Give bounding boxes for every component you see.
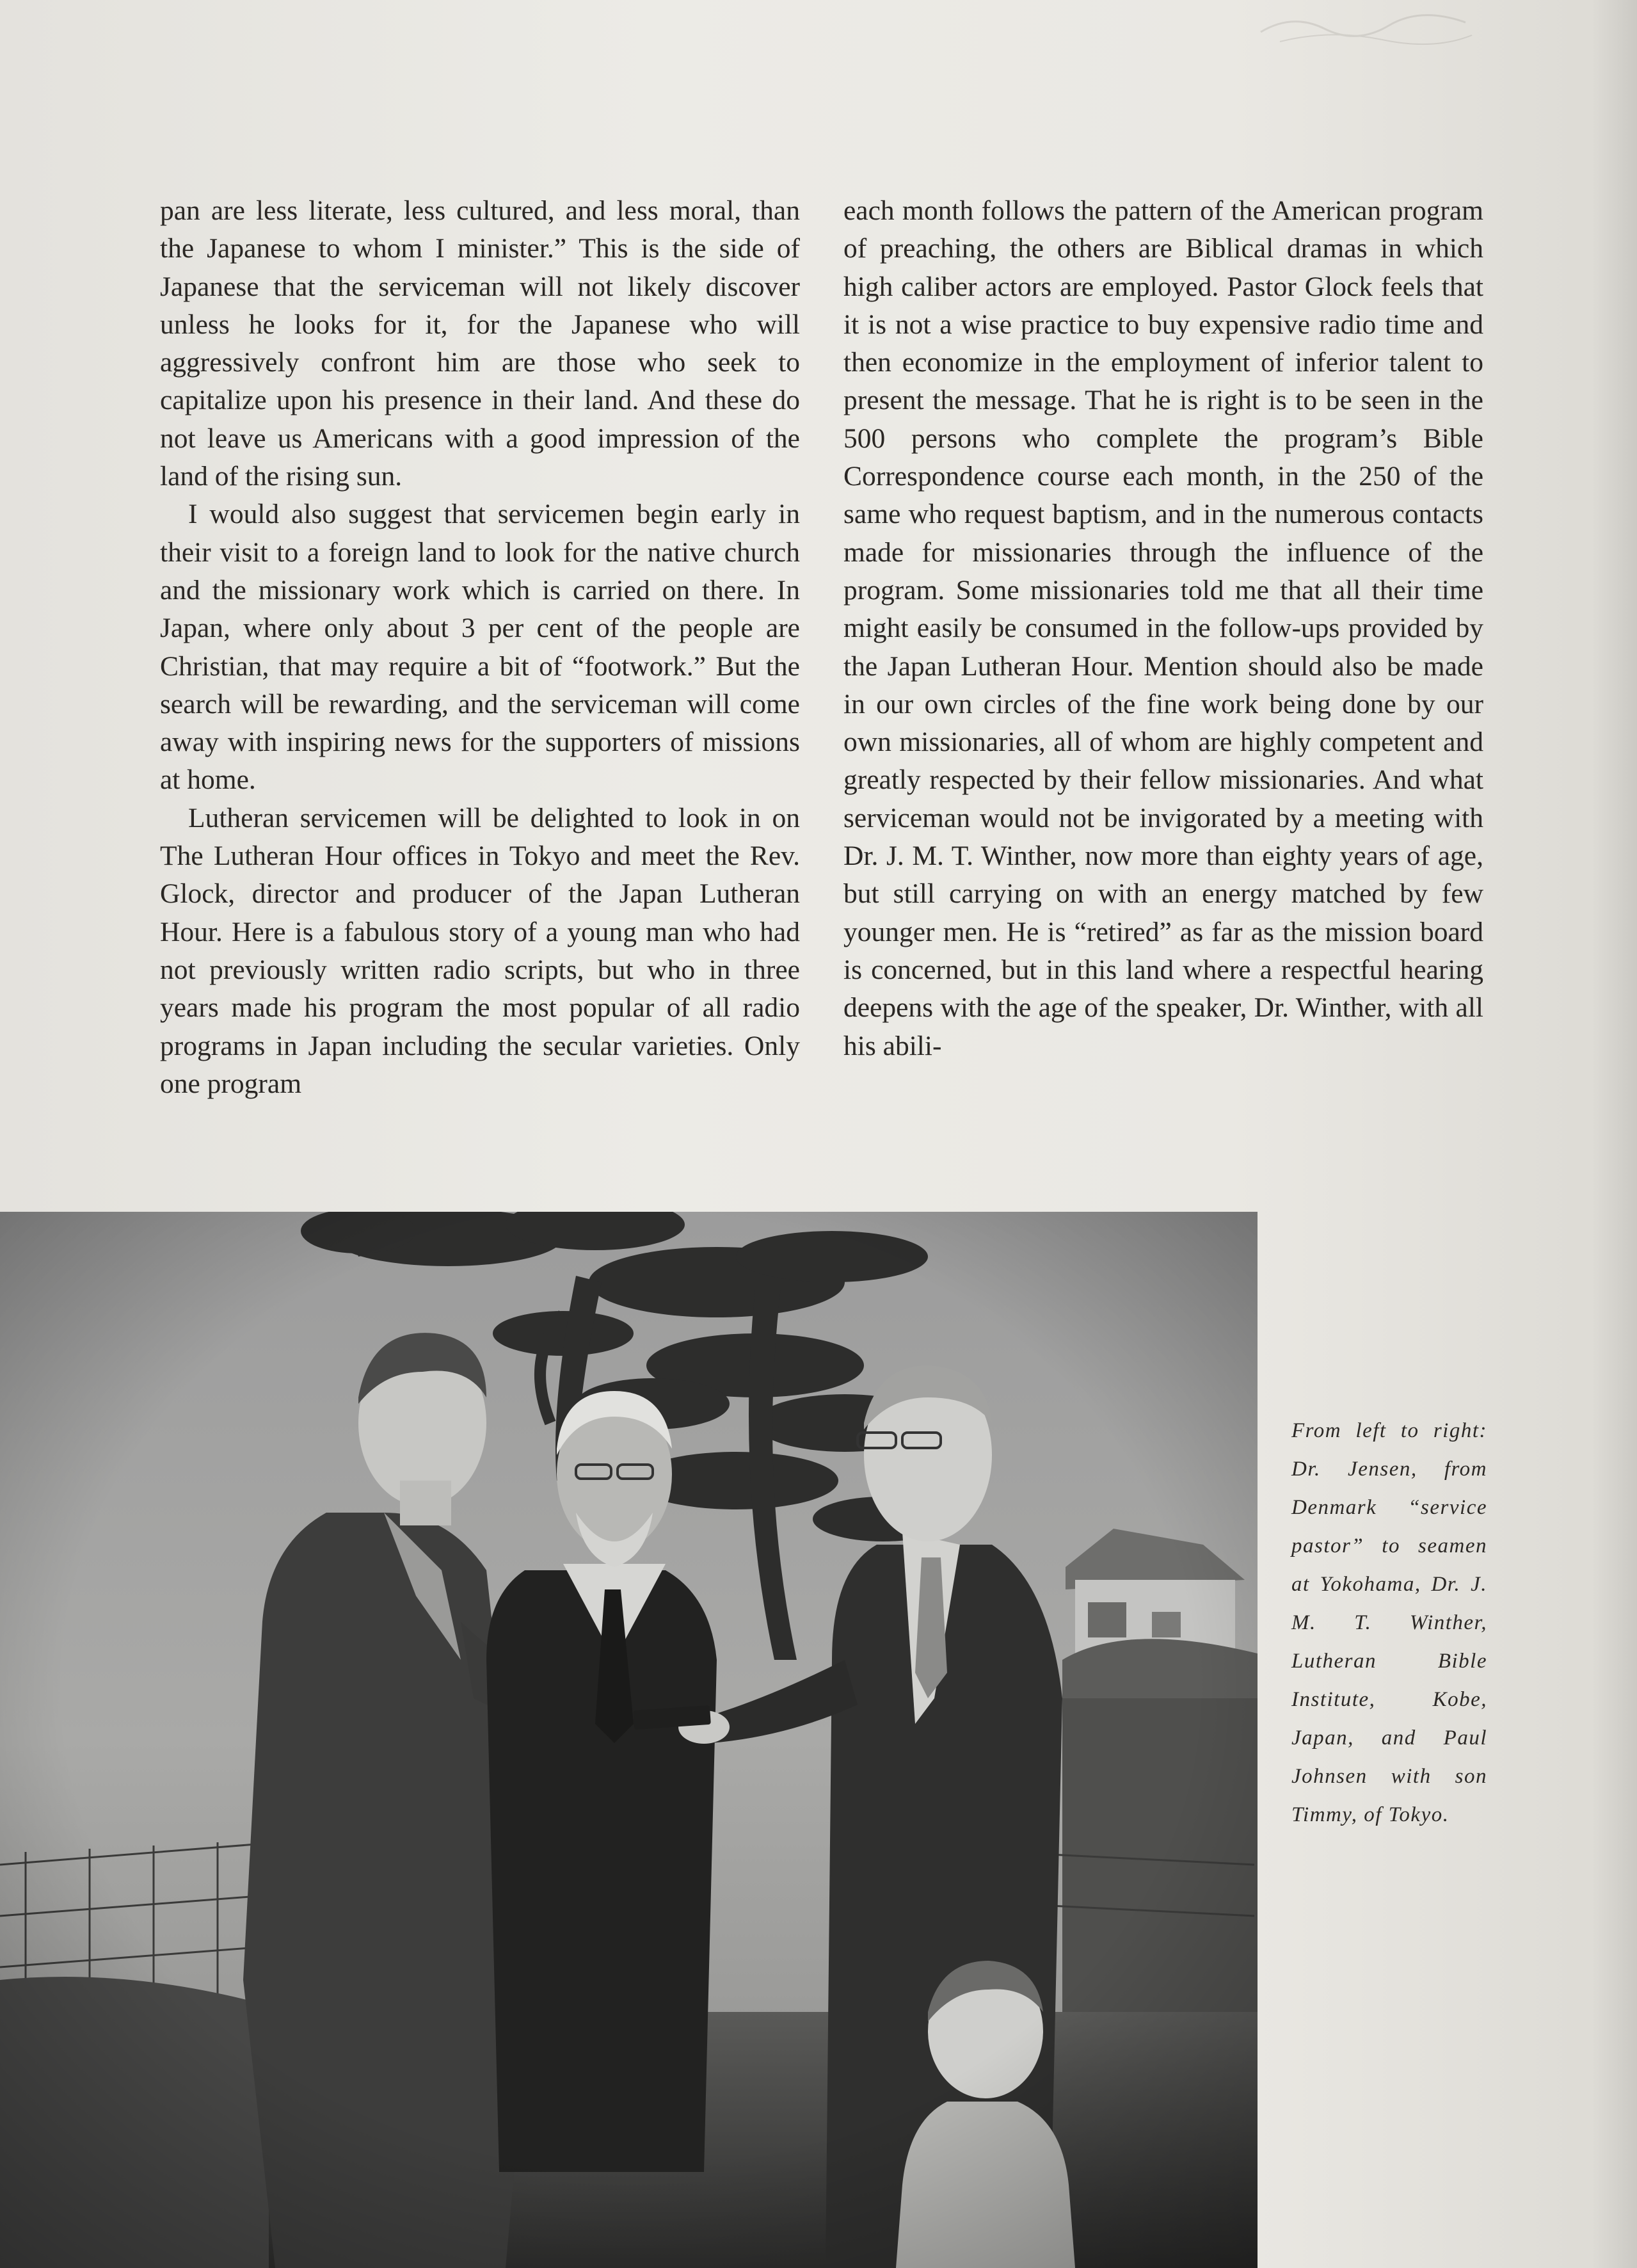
photo-caption: From left to right: Dr. Jensen, from Denmark “service pastor” to seamen at Yokohama, Dr. J. M. T. Winther, Lutheran Bible Institute, Kobe, Japan, and Paul Johnsen with son Timmy, of Tokyo.: [1291, 1419, 1487, 1826]
group-photograph: [0, 1212, 1258, 2268]
left-paragraph-2: I would also suggest that servicemen begin early in their visit to a foreign land to look for the native church and the missionary work which is carried on there. In Japan, where only about 3 per cent of the people are Christian, that may require a bit of “footwork.” But the search will be rewarding, and the serviceman will come away with inspiring news for the supporters of missions at home.: [160, 499, 800, 796]
right-text-column: [843, 192, 1483, 1065]
faint-pencil-mark: [1254, 6, 1485, 51]
right-paragraph-1: each month follows the pattern of the American program of preaching, the others are Biblical dramas in which high caliber actors are employed. Pastor Glock feels that it is not a wise practice to buy expensive radio time and then economize in the employment of inferior talent to present the message. That he is right is to be seen in the 500 persons who complete the program’s Bible Correspondence course each month, in the 250 of the same who request baptism, and in the numerous contacts made for missionaries through the influence of the program. Some missionaries told me that all their time might easily be consumed in the follow-ups provided by the Japan Lutheran Hour. Mention should also be made in our own circles of the fine work being done by our own missionaries, all of whom are highly competent and greatly respected by their fellow missionaries. And what serviceman would not be invigorated by a meeting with Dr. J. M. T. Winther, now more than eighty years of age, but still carrying on with an energy matched by few younger men. He is “retired” as far as the mission board is concerned, but in this land where a respectful hearing deepens with the age of the speaker, Dr. Winther, with all his abili-: [843, 195, 1483, 1061]
left-text-column: [160, 192, 800, 1103]
page-edge-shadow: [1592, 0, 1637, 2268]
left-paragraph-3: Lutheran servicemen will be delighted to look in on The Lutheran Hour offices in Tokyo and meet the Rev. Glock, director and producer of the Japan Lutheran Hour. Here is a fabulous story of a young man who had not previously written radio scripts, but who in three years made his program the most popular of all radio programs in Japan including the secular varieties. Only one program: [160, 802, 800, 1099]
left-paragraph-1: pan are less literate, less cultured, and less moral, than the Japanese to whom I minister.” This is the side of Japanese that the serviceman will not likely discover unless he looks for it, for the Japanese who will aggressively confront him are those who seek to capitalize upon his presence in their land. And these do not leave us Americans with a good impression of the land of the rising sun.: [160, 195, 800, 492]
